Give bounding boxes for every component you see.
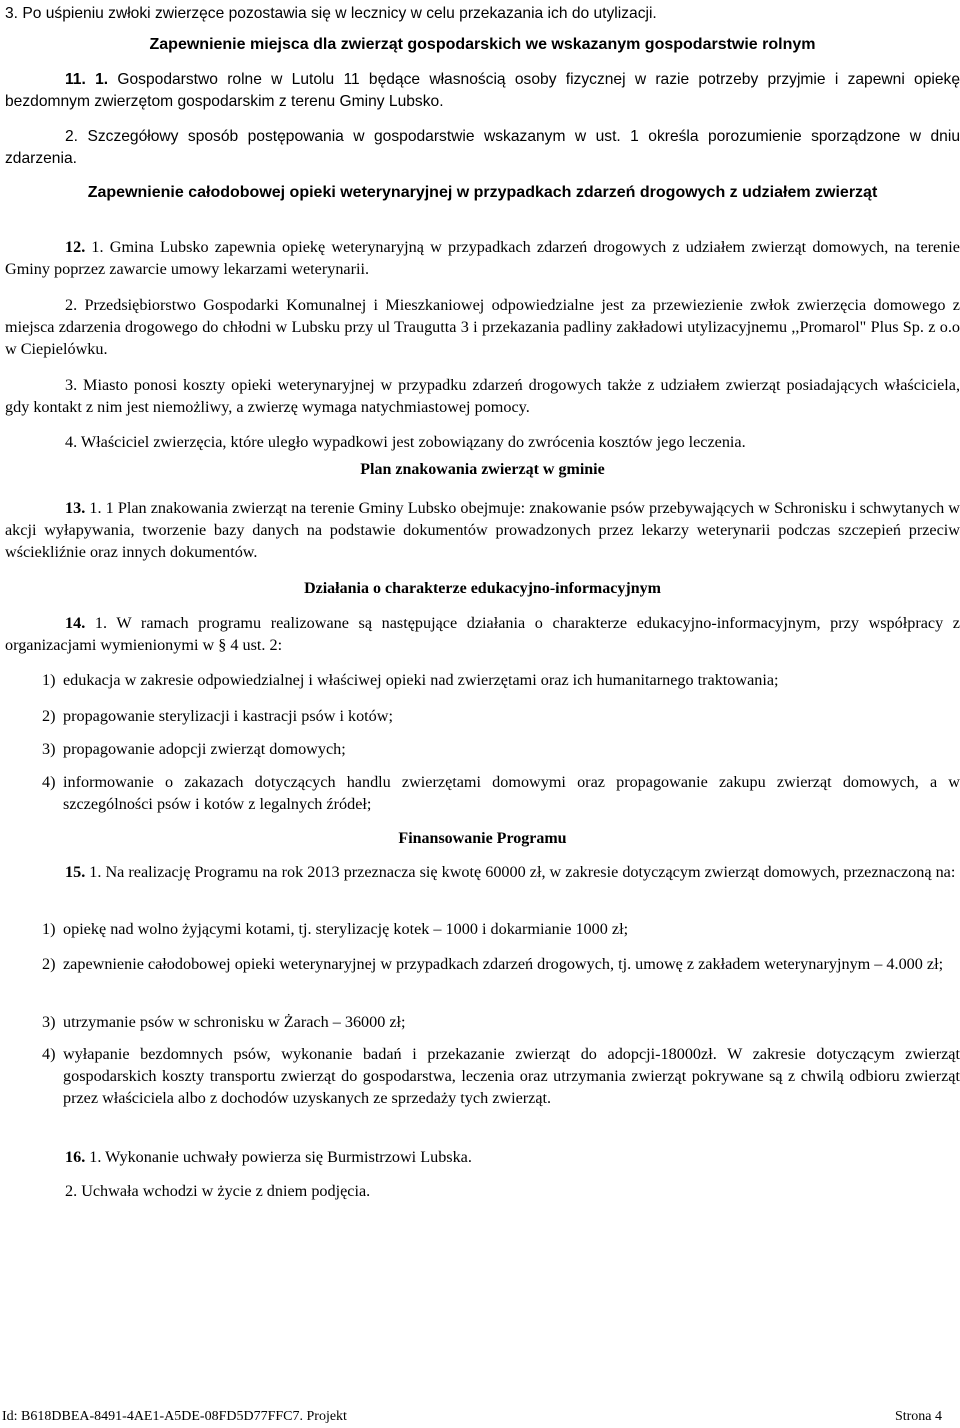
paragraph-12-3: 3. Miasto ponosi koszty opieki weterynaryjnej w przypadku zdarzeń drogowych także z udziałem zwierząt posiadających właściciela, gdy kontakt z nim jest niemożliwy, a zwierzę wymaga natychmiastowej pomocy. bbox=[5, 376, 960, 416]
section-text: 1. W ramach programu realizowane są następujące działania o charakterze edukacyjno-informacyjnym, przy współpracy z organizacjami wymienionymi w § 4 ust. 2: bbox=[5, 614, 960, 654]
list-item-number: 3) bbox=[42, 740, 56, 758]
paragraph-10-3: 3. Po uśpieniu zwłoki zwierzęce pozostawia się w lecznicy w celu przekazania ich do utylizacji. bbox=[5, 5, 657, 22]
section-number: 13. bbox=[65, 499, 86, 517]
paragraph-16-2: 2. Uchwała wchodzi w życie z dniem podjęcia. bbox=[65, 1182, 371, 1200]
list-item bbox=[5, 771, 960, 815]
list-item-number: 2) bbox=[42, 955, 56, 973]
list-item-text: edukacja w zakresie odpowiedzialnej i właściwej opieki nad zwierzętami oraz ich humanitarnego traktowania; bbox=[63, 671, 779, 689]
page-number: Strona 4 bbox=[894, 1409, 942, 1424]
list-item-text: utrzymanie psów w schronisku w Żarach – 36000 zł; bbox=[63, 1013, 406, 1031]
paragraph-12-2: 2. Przedsiębiorstwo Gospodarki Komunalnej i Mieszkaniowej odpowiedzialne jest za przewiezienie zwłok zwierzęcia domowego z miejsca zdarzenia drogowego do chłodni w Lubsku przy ul Traugutta 3 i przekazania padliny zakładowi utylizacyjnemu ,,Promarol" Plus Sp. z o.o w Ciepielówku. bbox=[5, 296, 960, 358]
list-item-text: propagowanie sterylizacji i kastracji psów i kotów; bbox=[63, 707, 393, 725]
document-id: Id: B618DBEA-8491-4AE1-A5DE-08FD5D77FFC7. Projekt bbox=[2, 1409, 347, 1424]
heading-vet-care: Zapewnienie całodobowej opieki weterynaryjnej w przypadkach zdarzeń drogowych z udziałem zwierząt bbox=[87, 184, 878, 201]
section-number: 12. bbox=[65, 238, 86, 256]
page-footer bbox=[0, 1407, 960, 1427]
paragraph-11-1 bbox=[5, 69, 960, 113]
section-text: 1. Na realizację Programu na rok 2013 przeznacza się kwotę 60000 zł, w zakresie dotyczącym zwierząt domowych, przeznaczoną na: bbox=[85, 863, 956, 881]
list-item-number: 4) bbox=[42, 773, 56, 791]
heading-financing: Finansowanie Programu bbox=[398, 830, 567, 847]
section-text: 1. Wykonanie uchwały powierza się Burmistrzowi Lubska. bbox=[85, 1148, 472, 1166]
list-item-text: wyłapanie bezdomnych psów, wykonanie badań i przekazanie zwierząt do adopcji-18000zł. W zakresie dotyczącym zwierząt gospodarskich koszty transportu zwierząt do gospodarstwa, leczenia oraz utrzymania zwierząt pokrywane są z chwilą odbioru zwierząt przez właściciela albo z dochodów uzyskanych ze sprzedaży tych zwierząt. bbox=[63, 1045, 960, 1107]
paragraph-16-1 bbox=[5, 1146, 960, 1168]
list-item bbox=[5, 953, 960, 975]
paragraph-11-2: 2. Szczegółowy sposób postępowania w gospodarstwie wskazanym w ust. 1 określa porozumienie sporządzone w dniu zdarzenia. bbox=[5, 128, 960, 167]
paragraph-12-4: 4. Właściciel zwierzęcia, które uległo wypadkowi jest zobowiązany do zwrócenia kosztów jego leczenia. bbox=[65, 433, 746, 451]
list-item-number: 4) bbox=[42, 1045, 56, 1063]
list-item bbox=[5, 1011, 960, 1033]
list-item-number: 1) bbox=[42, 920, 56, 938]
section-number: 15. bbox=[65, 863, 86, 881]
paragraph-14-1 bbox=[5, 612, 960, 656]
paragraph-13-1 bbox=[5, 497, 960, 563]
list-item bbox=[5, 918, 960, 940]
section-text: 1. Gmina Lubsko zapewnia opiekę weterynaryjną w przypadkach zdarzeń drogowych z udziałem zwierząt domowych, na terenie Gminy poprzez zawarcie umowy lekarzami weterynarii. bbox=[5, 238, 960, 278]
section-text: Gospodarstwo rolne w Lutolu 11 będące własnością osoby fizycznej w razie potrzeby przyjmie i zapewni opiekę bezdomnym zwierzętom gospodarskim z terenu Gminy Lubsko. bbox=[5, 71, 960, 110]
list-item-number: 3) bbox=[42, 1013, 56, 1031]
paragraph-12-1 bbox=[5, 236, 960, 280]
list-item-text: opiekę nad wolno żyjącymi kotami, tj. sterylizację kotek – 1000 i dokarmianie 1000 zł; bbox=[63, 920, 629, 938]
list-item-text: informowanie o zakazach dotyczących handlu zwierzętami domowymi oraz propagowanie zakupu zwierząt domowych, a w szczególności psów i kotów z legalnych źródeł; bbox=[63, 773, 960, 813]
list-item bbox=[5, 705, 960, 727]
heading-marking-plan: Plan znakowania zwierząt w gminie bbox=[360, 461, 605, 478]
list-item-text: zapewnienie całodobowej opieki weterynaryjnej w przypadkach zdarzeń drogowych, tj. umowę z zakładem weterynaryjnym – 4.000 zł; bbox=[63, 955, 944, 973]
heading-education: Działania o charakterze edukacyjno-informacyjnym bbox=[304, 580, 661, 597]
list-item-text: propagowanie adopcji zwierząt domowych; bbox=[63, 740, 346, 758]
list-item-number: 1) bbox=[42, 671, 56, 689]
section-number: 11. 1. bbox=[65, 71, 109, 88]
list-item bbox=[5, 1043, 960, 1109]
heading-farm-animals: Zapewnienie miejsca dla zwierząt gospodarskich we wskazanym gospodarstwie rolnym bbox=[149, 36, 816, 53]
section-number: 16. bbox=[65, 1148, 86, 1166]
list-item bbox=[5, 738, 960, 760]
section-text: 1. 1 Plan znakowania zwierząt na terenie Gminy Lubsko obejmuje: znakowanie psów przebywających w Schronisku i schwytanych w akcji wyłapywania, tworzenie bazy danych na podstawie dokumentów prowadzonych przez lekarzy weterynarii podczas szczepień przeciw wściekliźnie oraz innych dokumentów. bbox=[5, 499, 960, 561]
list-item-number: 2) bbox=[42, 707, 56, 725]
paragraph-15-1 bbox=[5, 861, 960, 883]
section-number: 14. bbox=[65, 614, 86, 632]
list-item bbox=[5, 669, 960, 691]
